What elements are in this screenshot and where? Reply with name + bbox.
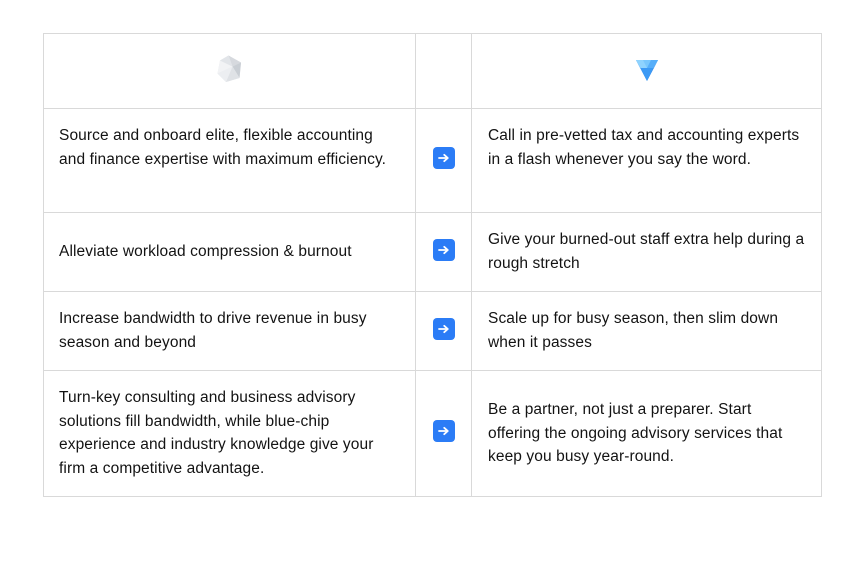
row-right-cell [472, 213, 822, 292]
header-cell-middle [416, 34, 472, 109]
arrow-right-icon [433, 318, 455, 340]
row-right-text: Give your burned-out staff extra help during a rough stretch [488, 231, 805, 272]
table-header-row [44, 34, 822, 109]
row-arrow-cell [416, 371, 472, 497]
row-left-text: Source and onboard elite, flexible accounting and finance expertise with maximum efficiency. [59, 127, 387, 168]
arrow-right-icon [433, 420, 455, 442]
row-right-text: Be a partner, not just a preparer. Start offering the ongoing advisory services that keep you busy year-round. [488, 400, 783, 466]
comparison-table-wrapper [43, 33, 821, 497]
row-right-cell [472, 109, 822, 213]
arrow-right-icon [433, 239, 455, 261]
row-left-cell [44, 109, 416, 213]
row-right-text: Scale up for busy season, then slim down when it passes [488, 310, 779, 351]
table-row [44, 213, 822, 292]
table-row [44, 292, 822, 371]
row-arrow-cell [416, 109, 472, 213]
row-left-cell [44, 371, 416, 497]
row-left-text: Increase bandwidth to drive revenue in busy season and beyond [59, 310, 367, 351]
arrow-right-icon [433, 147, 455, 169]
comparison-table [43, 33, 822, 497]
row-left-cell [44, 213, 416, 292]
row-right-cell [472, 292, 822, 371]
header-cell-right [472, 34, 822, 109]
table-row [44, 109, 822, 213]
row-left-cell [44, 292, 416, 371]
gem-icon [627, 49, 667, 89]
row-left-text: Alleviate workload compression & burnout [59, 242, 352, 260]
row-arrow-cell [416, 292, 472, 371]
row-right-text: Call in pre-vetted tax and accounting experts in a flash whenever you say the word. [488, 127, 800, 168]
row-right-cell [472, 371, 822, 497]
table-row [44, 371, 822, 497]
row-left-text: Turn-key consulting and business advisory solutions fill bandwidth, while blue-chip experience and industry knowledge give your firm a competitive advantage. [59, 389, 374, 477]
header-cell-left [44, 34, 416, 109]
stone-icon [208, 47, 252, 91]
row-arrow-cell [416, 213, 472, 292]
